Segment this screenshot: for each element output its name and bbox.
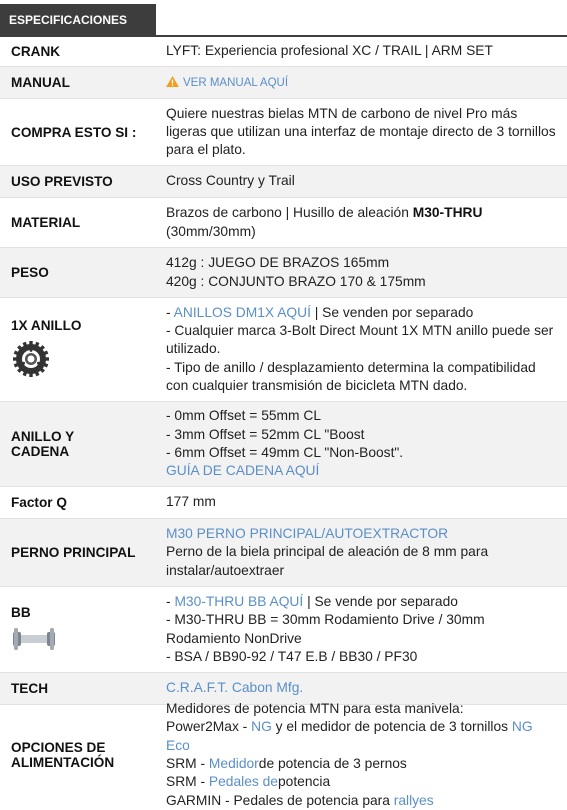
row-material bbox=[0, 198, 567, 248]
anillos-link[interactable]: ANILLOS DM1X AQUÍ bbox=[173, 304, 311, 320]
power-text: potencia bbox=[277, 774, 331, 790]
row-label: COMPRA ESTO SI : bbox=[11, 124, 137, 140]
row-value bbox=[158, 519, 567, 586]
bb-link[interactable]: M30-THRU BB AQUÍ bbox=[174, 593, 304, 609]
row-label-group bbox=[0, 402, 158, 486]
chainring-tooth bbox=[44, 357, 49, 360]
row-label: USO PREVISTO bbox=[11, 174, 113, 189]
ng-link[interactable]: NG bbox=[251, 719, 272, 735]
cadena-line-3: - 6mm Offset = 49mm CL "Non-Boost". bbox=[166, 445, 404, 460]
row-label: CRANK bbox=[11, 44, 61, 59]
cadena-line-1: - 0mm Offset = 55mm CL bbox=[166, 408, 321, 424]
anillo-line-3: - Tipo de anillo / desplazamiento determina la compatibilidad con cualquier transmisión de bicicleta MTN dado. bbox=[166, 359, 536, 393]
row-value bbox=[158, 67, 567, 98]
power-text: GARMIN - Pedales de potencia para bbox=[166, 792, 394, 808]
row-label-group bbox=[0, 298, 158, 401]
power-line-1: Medidores de potencia MTN para esta manivela: bbox=[166, 701, 464, 717]
row-label: MANUAL bbox=[11, 75, 70, 90]
material-text-2: (30mm/30mm) bbox=[166, 223, 256, 239]
warning-icon bbox=[166, 76, 179, 87]
row-label: PESO bbox=[11, 265, 49, 280]
row-perno-principal bbox=[0, 519, 567, 587]
perno-link[interactable]: M30 PERNO PRINCIPAL/AUTOEXTRACTOR bbox=[166, 526, 449, 542]
bb-suffix: | Se vende por separado bbox=[303, 593, 458, 609]
row-label-group bbox=[0, 705, 158, 805]
anillo-suffix: | Se venden por separado bbox=[310, 304, 474, 320]
cadena-line-2: - 3mm Offset = 52mm CL "Boost bbox=[166, 426, 365, 442]
chainring-tooth bbox=[29, 341, 32, 346]
specifications-table bbox=[0, 35, 567, 808]
bottom-bracket-icon bbox=[11, 626, 158, 655]
chainring-tooth bbox=[13, 357, 18, 360]
row-label: BB bbox=[11, 604, 31, 620]
material-bold: M30-THRU bbox=[412, 205, 483, 221]
row-bb bbox=[0, 587, 567, 673]
row-value bbox=[158, 402, 567, 486]
material-text: Brazos de carbono | Husillo de aleación bbox=[166, 205, 413, 221]
chainring-tooth bbox=[29, 372, 32, 377]
craft-link[interactable]: C.R.A.F.T. Cabon Mfg. bbox=[166, 680, 304, 696]
row-value bbox=[158, 248, 567, 297]
pedales-link[interactable]: Pedales de bbox=[208, 774, 278, 790]
row-value: 177 mm bbox=[166, 494, 216, 510]
anillo-prefix: - bbox=[166, 304, 174, 320]
row-label: Factor Q bbox=[11, 495, 67, 510]
row-value: Cross Country y Trail bbox=[166, 173, 295, 189]
medidor-link[interactable]: Medidor bbox=[208, 756, 259, 771]
row-value: Quiere nuestras bielas MTN de carbono de nivel Pro más ligeras que utilizan una interfaz de montaje directo de 3 tornillos para el plato. bbox=[166, 105, 556, 158]
row-factor-q bbox=[0, 487, 567, 519]
chainring-icon bbox=[11, 339, 158, 382]
peso-line-2: 420g : CONJUNTO BRAZO 170 & 175mm bbox=[166, 273, 426, 289]
bb-line-3: - BSA / BB90-92 / T47 E.B / BB30 / PF30 bbox=[166, 648, 418, 664]
row-crank bbox=[0, 35, 567, 67]
row-label: OPCIONES DE bbox=[11, 740, 106, 755]
bb-line-2: - M30-THRU BB = 30mm Rodamiento Drive / 30mm Rodamiento NonDrive bbox=[166, 612, 485, 646]
power-text: y el medidor de potencia de 3 tornillos bbox=[271, 719, 512, 735]
row-label: MATERIAL bbox=[11, 215, 81, 230]
peso-line-1: 412g : JUEGO DE BRAZOS 165mm bbox=[166, 255, 390, 271]
row-compra bbox=[0, 99, 567, 166]
manual-link[interactable]: VER MANUAL AQUÍ bbox=[183, 76, 289, 89]
row-label-2: CADENA bbox=[11, 444, 70, 459]
row-label: PERNO PRINCIPAL bbox=[11, 545, 136, 560]
row-value bbox=[158, 298, 567, 401]
ng-eco-link[interactable]: NG Eco bbox=[166, 719, 533, 753]
rallyes-link[interactable]: rallyes bbox=[393, 792, 434, 808]
bb-prefix: - bbox=[166, 593, 175, 609]
row-label: 1X ANILLO bbox=[11, 317, 82, 333]
guia-cadena-link[interactable]: GUÍA DE CADENA AQUÍ bbox=[166, 463, 320, 479]
row-label-2: ALIMENTACIÓN bbox=[11, 755, 115, 770]
tab-especificaciones[interactable]: ESPECIFICACIONES bbox=[0, 4, 156, 35]
row-value bbox=[158, 587, 567, 672]
row-opciones-alimentacion bbox=[0, 701, 567, 808]
row-anillo-cadena bbox=[0, 402, 567, 487]
row-value: LYFT: Experiencia profesional XC / TRAIL | ARM SET bbox=[166, 43, 493, 59]
row-manual bbox=[0, 67, 567, 99]
row-label: TECH bbox=[11, 681, 49, 696]
power-text: Power2Max - bbox=[166, 719, 252, 735]
power-text: de potencia de 3 pernos bbox=[258, 756, 407, 771]
row-peso bbox=[0, 248, 567, 298]
power-text: SRM - bbox=[166, 774, 209, 790]
row-uso-previsto bbox=[0, 166, 567, 198]
row-label: ANILLO Y bbox=[11, 429, 75, 444]
row-1x-anillo bbox=[0, 298, 567, 402]
anillo-line-2: - Cualquier marca 3-Bolt Direct Mount 1X MTN anillo puede ser utilizado. bbox=[166, 323, 554, 357]
row-value bbox=[158, 198, 567, 247]
row-value bbox=[158, 701, 567, 808]
row-label-group bbox=[0, 587, 158, 672]
power-text: SRM - bbox=[166, 756, 209, 771]
perno-text: Perno de la biela principal de aleación de 8 mm para instalar/autoextraer bbox=[166, 544, 489, 578]
